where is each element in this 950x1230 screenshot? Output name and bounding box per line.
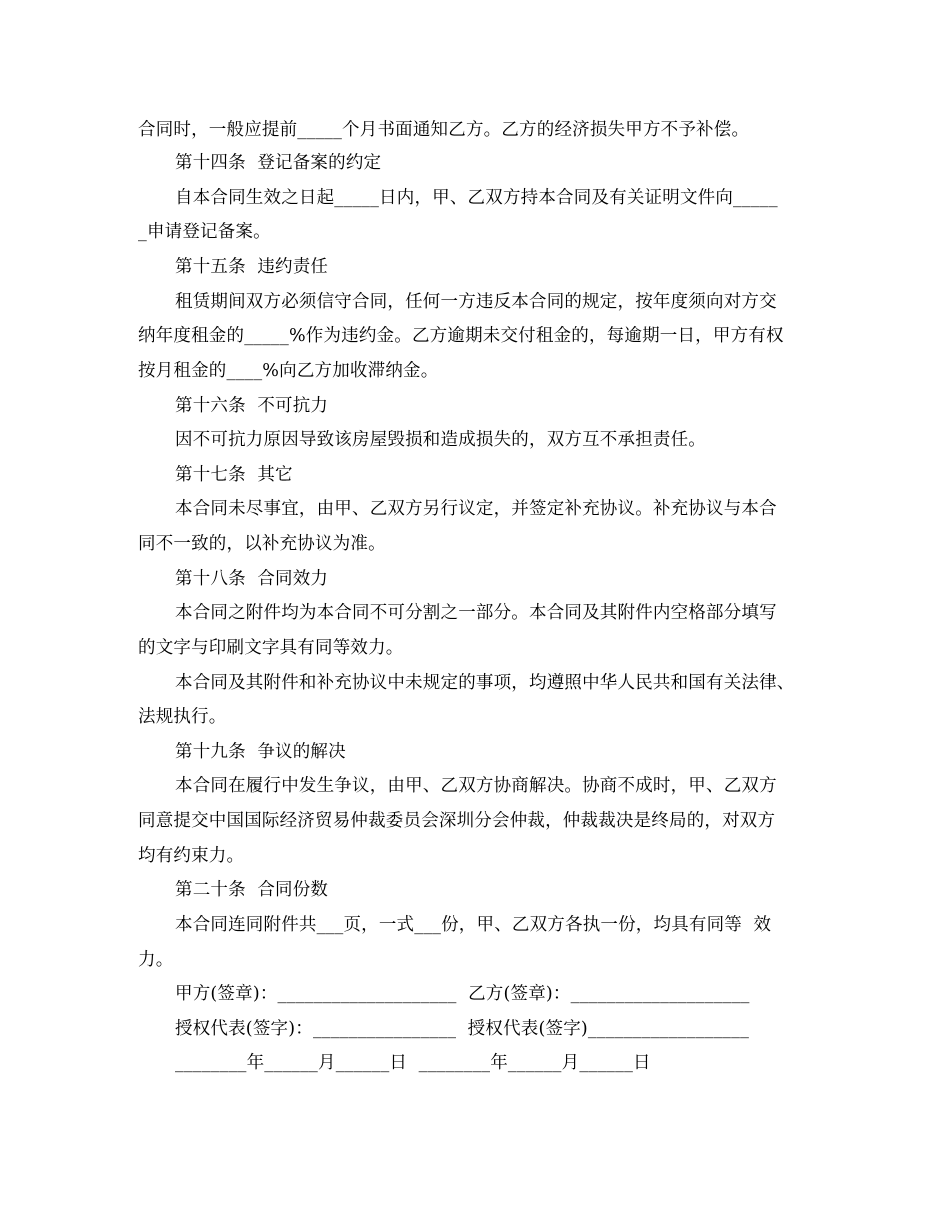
text-line: 按月租金的____%向乙方加收滞纳金。 (138, 361, 439, 381)
signature-line-date: ________年______月______日 ________年______月______日 (175, 1053, 651, 1073)
text-line: 自本合同生效之日起_____日内，甲、乙双方持本合同及有关证明文件向_____ (175, 188, 778, 208)
text-line: _申请登记备案。 (138, 222, 271, 242)
text-line: 均有约束力。 (138, 846, 245, 866)
signature-line-party: 甲方(签章)：____________________ 乙方(签章)：____________________ (175, 984, 750, 1004)
text-line: 力。 (138, 950, 174, 970)
text-line: 本合同连同附件共___页，一式___份，甲、乙双方各执一份，均具有同等 效 (175, 915, 772, 935)
article-heading: 第十五条 违约责任 (175, 257, 329, 277)
article-heading: 第十七条 其它 (175, 465, 293, 485)
text-line: 本合同在履行中发生争议，由甲、乙双方协商解决。协商不成时，甲、乙双方 (175, 776, 777, 796)
text-line: 合同时，一般应提前_____个月书面通知乙方。乙方的经济损失甲方不予补偿。 (138, 120, 750, 140)
text-line: 的文字与印刷文字具有同等效力。 (138, 638, 404, 658)
article-heading: 第十八条 合同效力 (175, 569, 329, 589)
article-heading: 第十四条 登记备案的约定 (175, 153, 382, 173)
signature-line-representative: 授权代表(签字)：________________ 授权代表(签字)__________________ (175, 1019, 750, 1039)
text-line: 纳年度租金的_____%作为违约金。乙方逾期未交付租金的，每逾期一日，甲方有权 (138, 326, 784, 346)
text-line: 本合同及其附件和补充协议中未规定的事项，均遵照中华人民共和国有关法律、 (175, 673, 795, 693)
article-heading: 第十九条 争议的解决 (175, 742, 346, 762)
text-line: 法规执行。 (138, 707, 227, 727)
text-line: 本合同未尽事宜，由甲、乙双方另行议定，并签定补充协议。补充协议与本合 (175, 499, 777, 519)
text-line: 本合同之附件均为本合同不可分割之一部分。本合同及其附件内空格部分填写 (175, 603, 777, 623)
article-heading: 第二十条 合同份数 (175, 880, 329, 900)
text-line: 同不一致的，以补充协议为准。 (138, 534, 386, 554)
text-line: 同意提交中国国际经济贸易仲裁委员会深圳分会仲裁，仲裁裁决是终局的，对双方 (138, 811, 776, 831)
text-line: 因不可抗力原因导致该房屋毁损和造成损失的，双方互不承担责任。 (175, 430, 706, 450)
text-line: 租赁期间双方必须信守合同，任何一方违反本合同的规定，按年度须向对方交 (175, 292, 777, 312)
article-heading: 第十六条 不可抗力 (175, 396, 329, 416)
